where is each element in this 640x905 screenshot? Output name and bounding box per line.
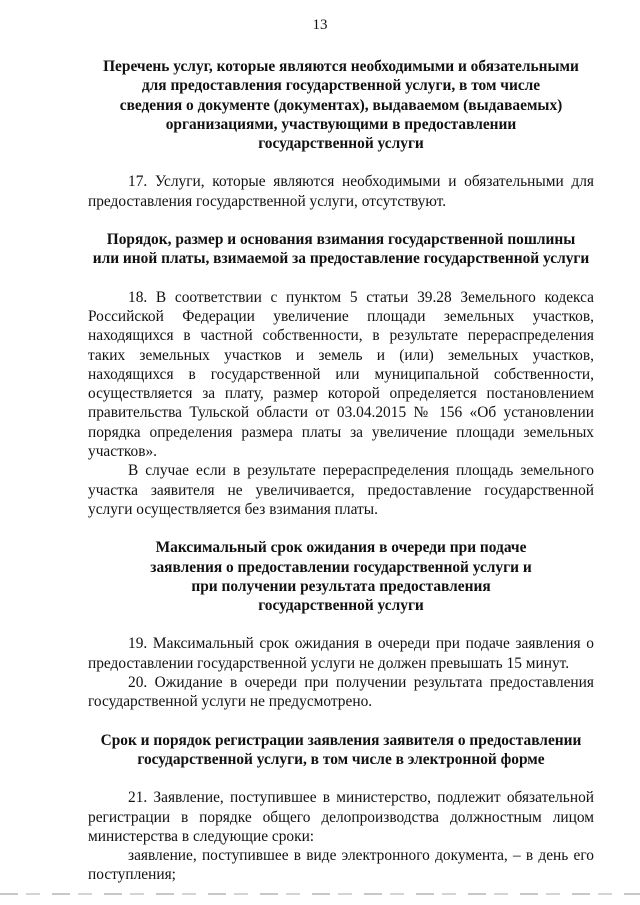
heading-line: Срок и порядок регистрации заявления заявителя о предоставлении [100,731,582,749]
page-number: 13 [312,17,328,33]
paragraph-20: 20. Ожидание в очереди при получении результата предоставления государственной услуги не предусмотрено. [88,674,594,711]
heading-line: при получении результата предоставления [191,577,491,595]
section-heading-fees [88,230,594,269]
section-heading-registration [88,731,594,770]
paragraph-18: 18. В соответствии с пунктом 5 статьи 39.28 Земельного кодекса Российской Федерации увеличение площади земельных участков, находящихся в частной собственности, в результате перераспределения таких земельных участков и земель и (или) земельных участков, находящихся в государственной или муниципальной собственности, осуществляется за плату, размер которой определяется постановлением правительства Тульской области от 03.04.2015 № 156 «Об установлении порядка определения размера платы за увеличение площади земельных участков». [88,288,594,461]
heading-line: Порядок, размер и основания взимания государственной пошлины [106,231,576,249]
heading-line: организациями, участвующими в предоставлении [165,115,517,133]
paragraph-21-item: заявление, поступившее в виде электронного документа, – в день его поступления; [88,847,594,884]
heading-line: или иной платы, взимаемой за предоставление государственной услуги [92,250,590,268]
paragraph-17: 17. Услуги, которые являются необходимыми и обязательными для предоставления государственной услуги, отсутствуют. [88,173,594,210]
document-body [88,57,594,885]
paragraph-21: 21. Заявление, поступившее в министерство, подлежит обязательной регистрации в порядке общего делопроизводства должностным лицом министерства в следующие сроки: [88,789,594,845]
heading-line: государственной услуги [258,135,424,153]
scan-artifact-line [0,893,640,895]
heading-line: государственной услуги [258,597,424,615]
heading-line: Перечень услуг, которые являются необходимыми и обязательными [103,58,579,75]
heading-line: для предоставления государственной услуги, в том числе [141,77,541,95]
heading-line: сведения о документе (документах), выдаваемом (выдаваемых) [119,96,563,114]
section-heading-queue-time [88,538,594,615]
paragraph-18-continued: В случае если в результате перераспределения площадь земельного участка заявителя не увеличивается, предоставление государственной услуги осуществляется без взимания платы. [88,462,594,518]
paragraph-19: 19. Максимальный срок ожидания в очереди при подаче заявления о предоставлении государственной услуги не должен превышать 15 минут. [88,635,594,672]
heading-line: государственной услуги, в том числе в электронной форме [137,750,545,768]
heading-line: Максимальный срок ожидания в очереди при подаче [155,539,527,557]
heading-line: заявления о предоставлении государственной услуги и [150,558,532,576]
section-heading-services-list [88,57,594,153]
